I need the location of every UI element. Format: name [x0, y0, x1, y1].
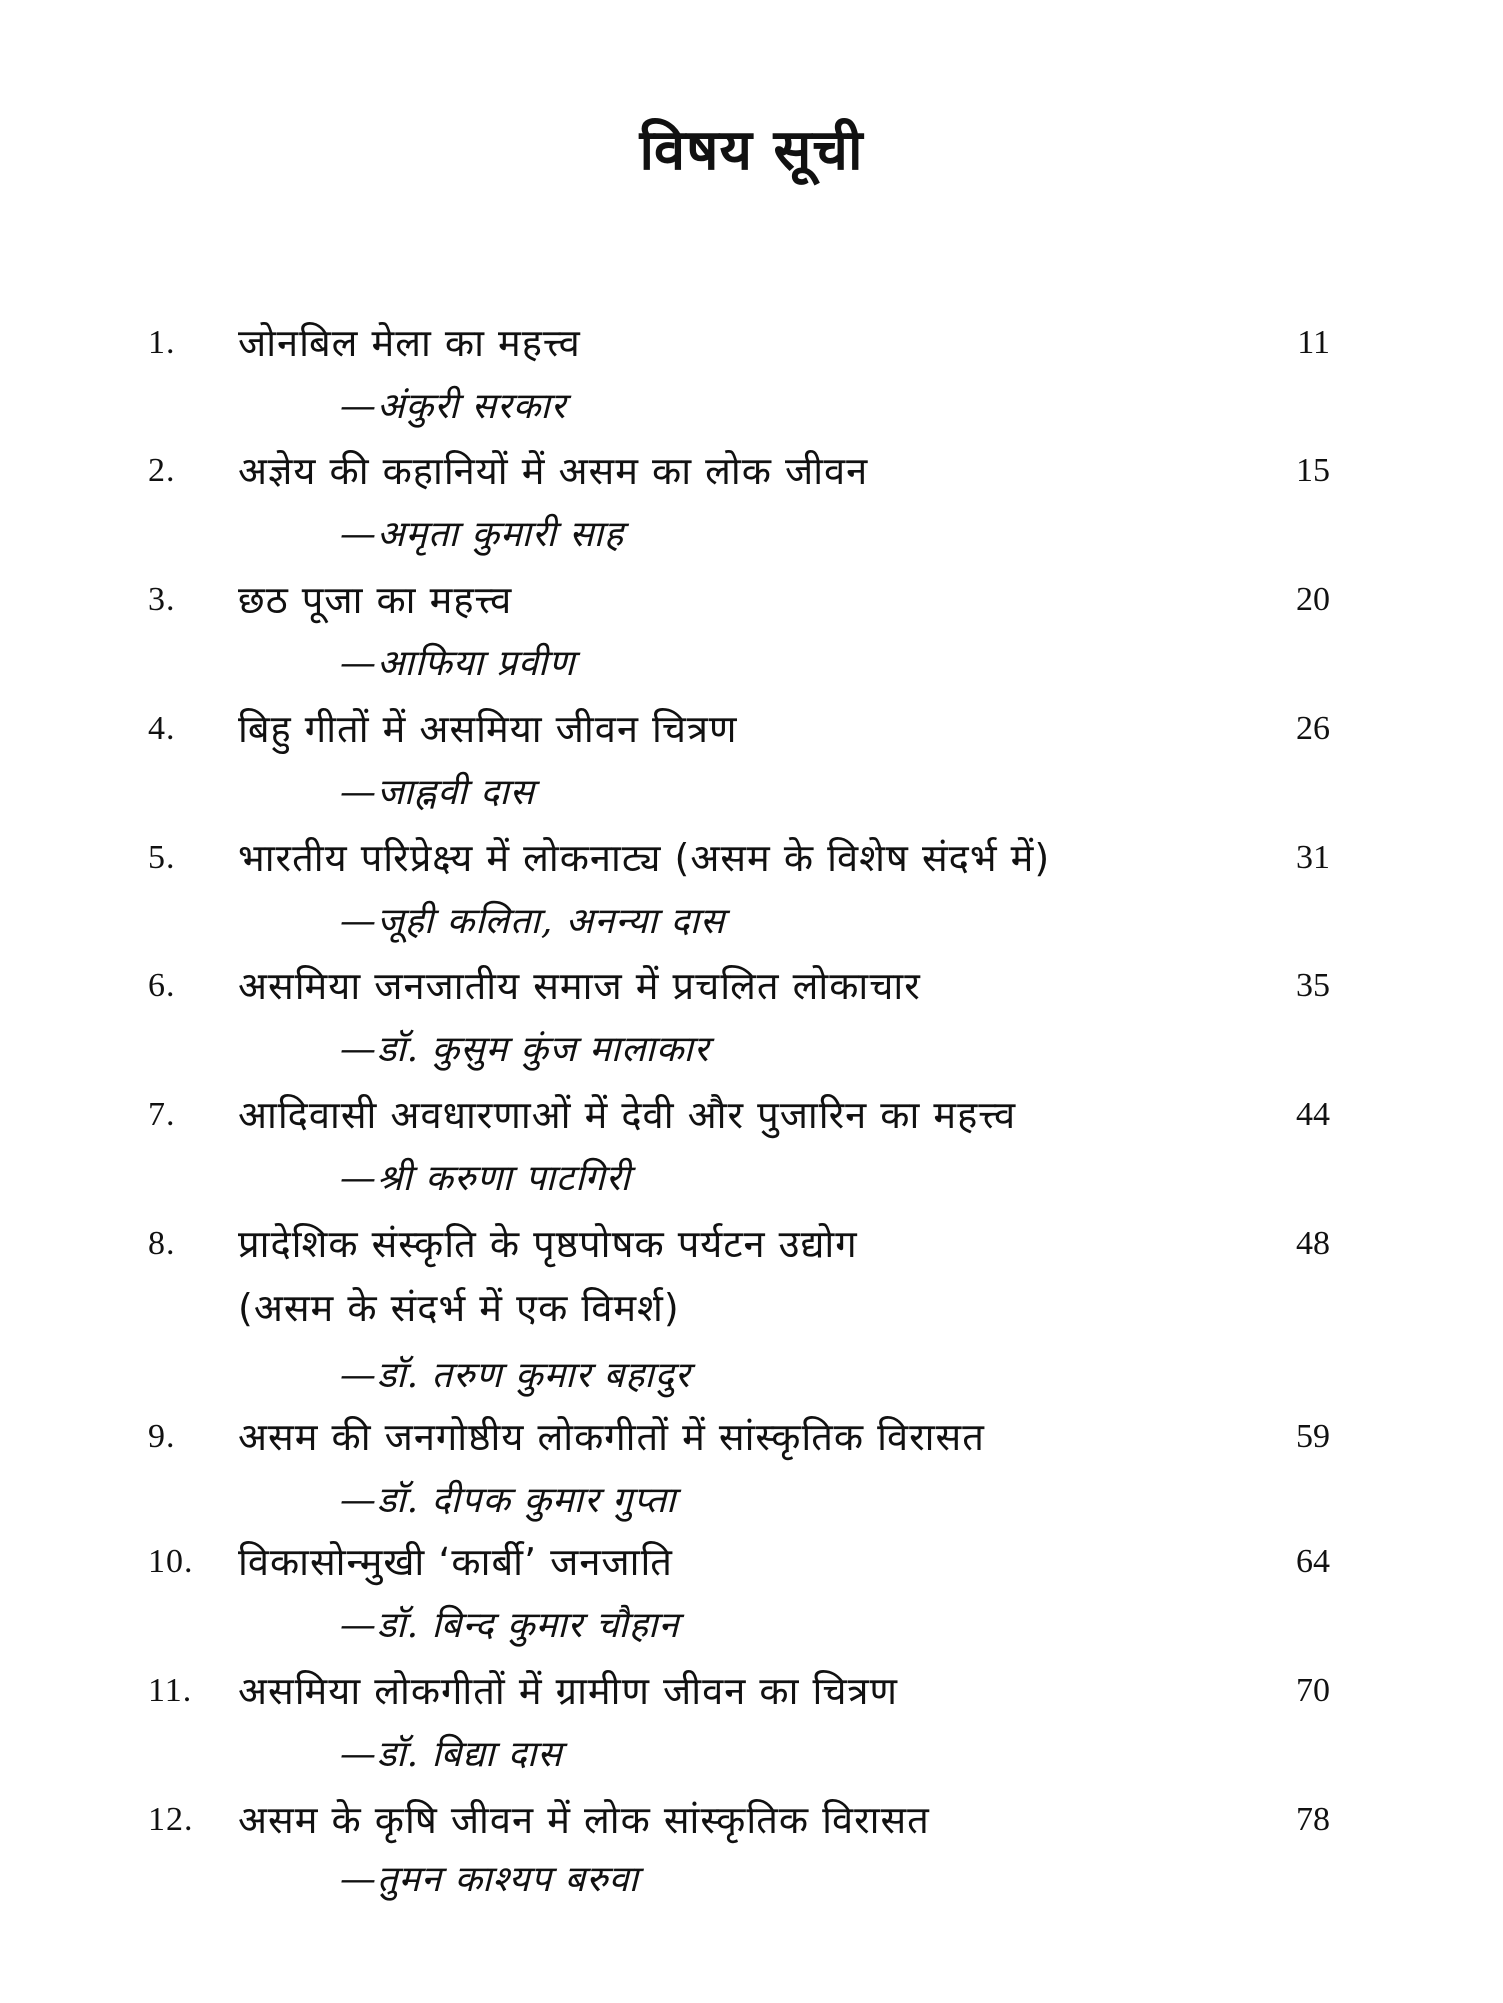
entry-title: जोनबिल मेला का महत्त्व: [238, 321, 581, 365]
entry-page-number: 20: [1296, 581, 1330, 618]
entry-page-number: 64: [1296, 1543, 1330, 1580]
entry-title: विकासोन्मुखी ‘कार्बी’ जनजाति: [238, 1540, 673, 1584]
entry-number: 5.: [148, 839, 176, 876]
entry-number: 8.: [148, 1225, 176, 1262]
entry-author: —डॉ. तरुण कुमार बहादुर: [340, 1355, 691, 1396]
entry-page-number: 78: [1296, 1801, 1330, 1838]
entry-page-number: 31: [1296, 839, 1330, 876]
entry-author: —तुमन काश्यप बरुवा: [340, 1859, 639, 1900]
entry-page-number: 11: [1297, 324, 1330, 361]
entry-author: —जाह्नवी दास: [340, 772, 535, 813]
entry-title: भारतीय परिप्रेक्ष्य में लोकनाट्य (असम के विशेष संदर्भ में): [238, 836, 1051, 880]
entry-title: असम के कृषि जीवन में लोक सांस्कृतिक विरासत: [238, 1798, 930, 1842]
entry-number: 4.: [148, 710, 176, 747]
entry-author: —श्री करुणा पाटगिरी: [340, 1158, 631, 1199]
entry-number: 1.: [148, 324, 176, 361]
entry-number: 2.: [148, 452, 176, 489]
entry-page-number: 35: [1296, 967, 1330, 1004]
entry-number: 11.: [148, 1672, 193, 1709]
entry-author: —अंकुरी सरकार: [340, 386, 567, 427]
entry-author: —अमृता कुमारी साह: [340, 514, 625, 555]
entry-title: आदिवासी अवधारणाओं में देवी और पुजारिन का महत्त्व: [238, 1093, 1017, 1137]
entry-author: —डॉ. बिद्या दास: [340, 1734, 563, 1775]
entry-title: असम की जनगोष्ठीय लोकगीतों में सांस्कृतिक विरासत: [238, 1415, 985, 1459]
entry-number: 10.: [148, 1543, 194, 1580]
entry-title: बिहु गीतों में असमिया जीवन चित्रण: [238, 707, 738, 751]
page-title: विषय सूची: [639, 118, 864, 183]
entry-page-number: 70: [1296, 1672, 1330, 1709]
entry-author: —आफिया प्रवीण: [340, 643, 576, 684]
entry-title: छठ पूजा का महत्त्व: [238, 578, 513, 622]
entry-author: —डॉ. दीपक कुमार गुप्ता: [340, 1480, 677, 1521]
entry-page-number: 59: [1296, 1418, 1330, 1455]
entry-number: 9.: [148, 1418, 176, 1455]
entry-author: —डॉ. कुसुम कुंज मालाकार: [340, 1029, 710, 1070]
entry-number: 3.: [148, 581, 176, 618]
entry-page-number: 26: [1296, 710, 1330, 747]
entry-number: 6.: [148, 967, 176, 1004]
entry-title: असमिया जनजातीय समाज में प्रचलित लोकाचार: [238, 964, 921, 1008]
entry-number: 7.: [148, 1096, 176, 1133]
entry-author: —जूही कलिता, अनन्या दास: [340, 901, 726, 942]
entry-title: प्रादेशिक संस्कृति के पृष्ठपोषक पर्यटन उद्योग: [238, 1222, 858, 1266]
entry-title: असमिया लोकगीतों में ग्रामीण जीवन का चित्रण: [238, 1669, 898, 1713]
entry-author: —डॉ. बिन्द कुमार चौहान: [340, 1605, 680, 1646]
entry-page-number: 44: [1296, 1096, 1330, 1133]
entry-number: 12.: [148, 1801, 194, 1838]
entry-page-number: 15: [1296, 452, 1330, 489]
entry-page-number: 48: [1296, 1225, 1330, 1262]
entry-title: अज्ञेय की कहानियों में असम का लोक जीवन: [238, 449, 869, 493]
entry-title-continued: (असम के संदर्भ में एक विमर्श): [238, 1286, 680, 1330]
